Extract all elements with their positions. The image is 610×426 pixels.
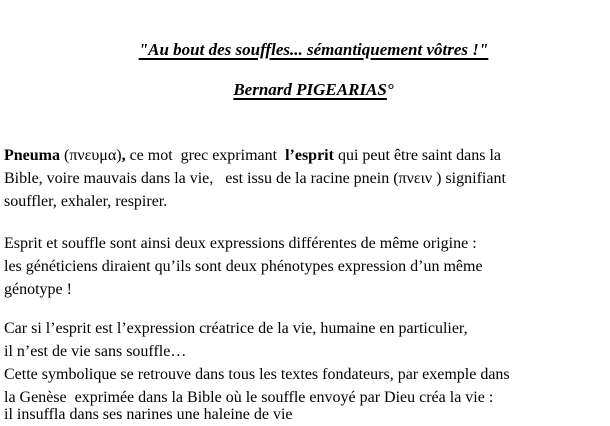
text-run: ce mot grec exprimant bbox=[125, 147, 286, 164]
text-run: Esprit et souffle sont ainsi deux expressions différentes de même origine : bbox=[4, 235, 477, 252]
text-line bbox=[4, 278, 606, 301]
text-line bbox=[4, 340, 606, 363]
text-line bbox=[4, 317, 606, 340]
text-line bbox=[4, 363, 606, 386]
text-run: il insuffla dans ses narines une haleine de vie bbox=[4, 406, 293, 423]
paragraph-esprit-souffle bbox=[4, 232, 606, 301]
text-run: il n’est de vie sans souffle… bbox=[4, 343, 187, 360]
text-run: Cette symbolique se retrouve dans tous les textes fondateurs, par exemple dans bbox=[4, 366, 510, 383]
bold-text-run: l’esprit bbox=[285, 147, 334, 164]
text-line bbox=[4, 190, 606, 213]
text-run: (πνευμα) bbox=[60, 147, 122, 164]
text-run: les généticiens diraient qu’ils sont deux phénotypes expression d’un même bbox=[4, 258, 483, 275]
text-run: qui peut être saint dans la bbox=[333, 147, 502, 164]
author-name: Bernard PIGEARIAS bbox=[233, 80, 387, 99]
text-line bbox=[4, 255, 606, 278]
paragraph-pneuma bbox=[4, 144, 606, 213]
bold-text-run: Pneuma bbox=[4, 147, 60, 164]
document-title-text: "Au bout des souffles... sémantiquement vôtres !" bbox=[138, 40, 489, 59]
text-run: génotype ! bbox=[4, 281, 72, 298]
text-run: Bible, voire mauvais dans la vie, est issu de la racine pnein (πνειν ) signifiant bbox=[4, 170, 506, 187]
paragraph-partial-cutoff bbox=[4, 403, 606, 426]
author-degree-mark: ° bbox=[386, 80, 394, 99]
author-line bbox=[0, 60, 610, 120]
bold-text-run: , bbox=[121, 147, 126, 164]
text-line bbox=[4, 144, 606, 167]
text-run: la Genèse exprimée dans la Bible où le souffle envoyé par Dieu créa la vie : bbox=[4, 389, 494, 406]
text-line bbox=[4, 232, 606, 255]
text-line bbox=[4, 403, 606, 426]
paragraph-symbolique bbox=[4, 317, 606, 409]
text-line bbox=[4, 167, 606, 190]
text-run: souffler, exhaler, respirer. bbox=[4, 193, 168, 210]
text-run: Car si l’esprit est l’expression créatrice de la vie, humaine en particulier, bbox=[4, 320, 468, 337]
